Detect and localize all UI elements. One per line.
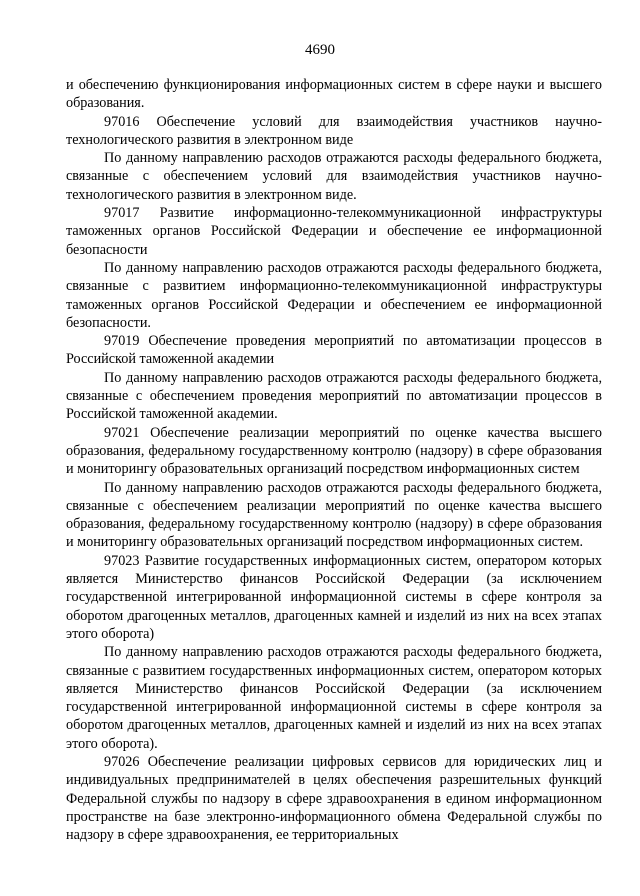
paragraph-description-97021: По данному направлению расходов отражаются расходы федерального бюджета, связанные с обеспечением реализации мероприятий по оценке качества высшего образования, федеральному государственному контролю (надзору) в сфере образования и мониторингу образовательных организаций посредством информационных систем. [66,479,602,551]
paragraph-heading-97026: 97026 Обеспечение реализации цифровых сервисов для юридических лиц и индивидуальных предпринимателей в целях обеспечения разрешительных функций Федеральной службы по надзору в сфере здравоохранения в едином информационном пространстве на базе электронно-информационного обмена Федеральной службы по надзору в сфере здравоохранения, ее территориальных [66,753,602,844]
paragraph-heading-97019: 97019 Обеспечение проведения мероприятий по автоматизации процессов в Российской таможенной академии [66,333,602,368]
paragraph-description-97017: По данному направлению расходов отражаются расходы федерального бюджета, связанные с развитием информационно-телекоммуникационной инфраструктуры таможенных органов Российской Федерации и обеспечением ее информационной безопасности. [66,259,602,331]
paragraph-heading-97016: 97016 Обеспечение условий для взаимодействия участников научно-технологического развития в электронном виде [66,113,602,148]
paragraph-description-97023: По данному направлению расходов отражаются расходы федерального бюджета, связанные с развитием государственных информационных систем, оператором которых является Министерство финансов Российской Федерации (за исключением государственной интегрированной информационной системы в сфере контроля за оборотом драгоценных металлов, драгоценных камней и изделий из них на всех этапах этого оборота). [66,644,602,752]
paragraph-heading-97023: 97023 Развитие государственных информационных систем, оператором которых является Министерство финансов Российской Федерации (за исключением государственной интегрированной информационной системы в сфере контроля за оборотом драгоценных металлов, драгоценных камней и изделий из них на всех этапах этого оборота) [66,552,602,642]
document-body [66,76,602,844]
page-number: 4690 [305,42,335,58]
paragraph-heading-97017: 97017 Развитие информационно-телекоммуникационной инфраструктуры таможенных органов Российской Федерации и обеспечение ее информационной безопасности [66,205,602,258]
paragraph-description-97019: По данному направлению расходов отражаются расходы федерального бюджета, связанные с обеспечением проведения мероприятий по автоматизации процессов в Российской таможенной академии. [66,369,602,423]
paragraph-description-97016: По данному направлению расходов отражаются расходы федерального бюджета, связанные с обеспечением условий для взаимодействия участников научно-технологического развития в электронном виде. [66,150,602,203]
paragraph-continuation: и обеспечению функционирования информационных систем в сфере науки и высшего образования. [66,77,602,112]
paragraph-heading-97021: 97021 Обеспечение реализации мероприятий по оценке качества высшего образования, федеральному государственному контролю (надзору) в сфере образования и мониторингу образовательных организаций посредством информационных систем [66,424,602,478]
